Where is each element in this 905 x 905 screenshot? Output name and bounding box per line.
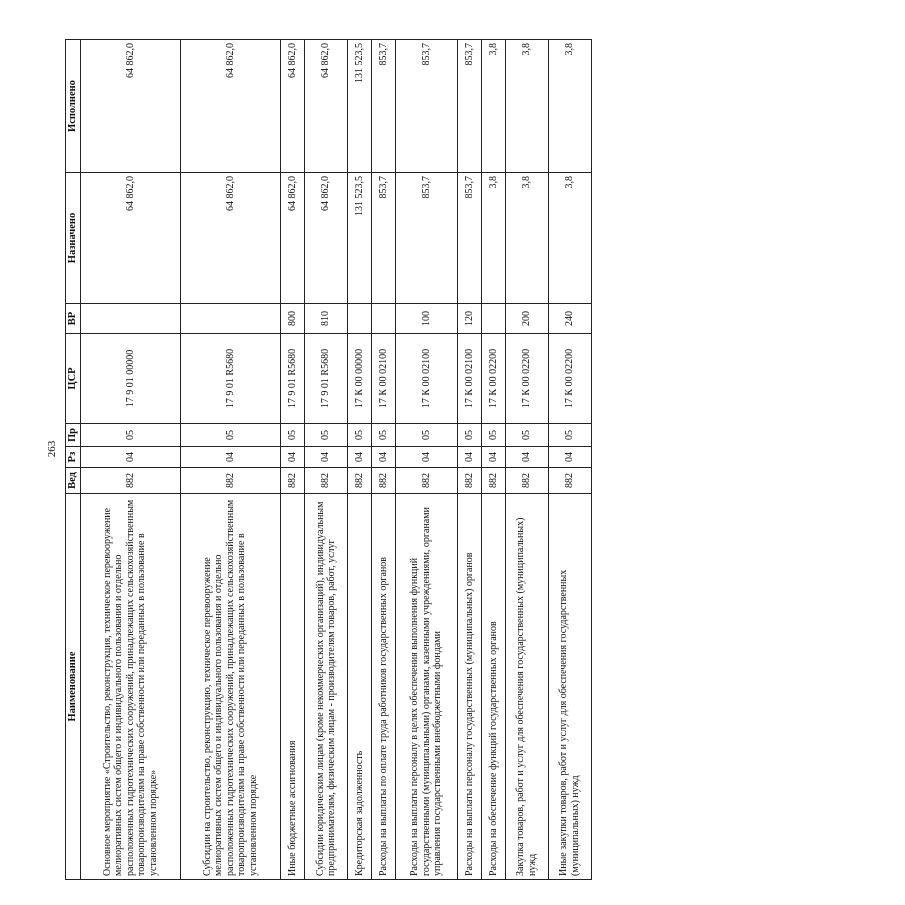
cell-name: Расходы на выплаты по оплате труда работников государственных органов xyxy=(372,494,396,880)
cell-ved: 882 xyxy=(81,468,181,494)
cell-ved: 882 xyxy=(181,468,281,494)
cell-naznacheno: 853,7 xyxy=(372,173,396,304)
table-row xyxy=(396,40,458,880)
cell-ispolneno: 64 862,0 xyxy=(181,40,281,173)
cell-naznacheno: 3,8 xyxy=(548,173,591,304)
cell-ved: 882 xyxy=(458,468,482,494)
cell-pr: 05 xyxy=(481,424,505,447)
cell-vr: 800 xyxy=(281,304,305,334)
cell-vr xyxy=(481,304,505,334)
cell-vr: 240 xyxy=(548,304,591,334)
cell-csr: 17 9 01 R5680 xyxy=(181,334,281,424)
cell-ispolneno: 3,8 xyxy=(505,40,548,173)
cell-csr: 17 К 00 02100 xyxy=(372,334,396,424)
cell-csr: 17 К 00 02200 xyxy=(548,334,591,424)
header-csr: ЦСР xyxy=(66,334,81,424)
cell-ispolneno: 131 523,5 xyxy=(348,40,372,173)
cell-ispolneno: 853,7 xyxy=(396,40,458,173)
cell-naznacheno: 64 862,0 xyxy=(181,173,281,304)
cell-name: Закупка товаров, работ и услуг для обеспечения государственных (муниципальных) нужд xyxy=(505,494,548,880)
cell-ispolneno: 64 862,0 xyxy=(305,40,348,173)
cell-vr xyxy=(81,304,181,334)
table-row xyxy=(348,40,372,880)
cell-pr: 05 xyxy=(305,424,348,447)
cell-name: Субсидии юридическим лицам (кроме некоммерческих организаций), индивидуальным предпринимателям, физическим лицам - производителям товаров, работ, услуг xyxy=(305,494,348,880)
header-pr: Пр xyxy=(66,424,81,447)
cell-naznacheno: 64 862,0 xyxy=(81,173,181,304)
header-ved: Вед xyxy=(66,468,81,494)
header-rz: Рз xyxy=(66,447,81,468)
cell-pr: 05 xyxy=(281,424,305,447)
table-row xyxy=(458,40,482,880)
header-name: Наименование xyxy=(66,494,81,880)
cell-csr: 17 9 01 R5680 xyxy=(281,334,305,424)
cell-naznacheno: 64 862,0 xyxy=(305,173,348,304)
cell-ved: 882 xyxy=(348,468,372,494)
cell-ved: 882 xyxy=(396,468,458,494)
table-row xyxy=(181,40,281,880)
cell-ved: 882 xyxy=(305,468,348,494)
cell-pr: 05 xyxy=(458,424,482,447)
cell-ispolneno: 853,7 xyxy=(372,40,396,173)
cell-naznacheno: 3,8 xyxy=(481,173,505,304)
cell-csr: 17 К 00 02200 xyxy=(505,334,548,424)
cell-rz: 04 xyxy=(372,447,396,468)
cell-name: Иные бюджетные ассигнования xyxy=(281,494,305,880)
cell-name: Расходы на выплаты персоналу государственных (муниципальных) органов xyxy=(458,494,482,880)
cell-ved: 882 xyxy=(481,468,505,494)
cell-rz: 04 xyxy=(181,447,281,468)
cell-ved: 882 xyxy=(505,468,548,494)
cell-vr: 100 xyxy=(396,304,458,334)
cell-name: Основное мероприятие «Строительство, реконструкция, техническое перевооружение мелиоративных систем общего и индивидуального пользования и отдельно расположенных гидротехнических сооружений, принадлежащих сельскохозяйственным товаропроизводителям на праве собственности или переданных в пользование в установленном порядке» xyxy=(81,494,181,880)
cell-csr: 17 К 00 02200 xyxy=(481,334,505,424)
cell-rz: 04 xyxy=(396,447,458,468)
cell-naznacheno: 853,7 xyxy=(458,173,482,304)
cell-csr: 17 9 01 R5680 xyxy=(305,334,348,424)
table-row xyxy=(372,40,396,880)
table-row xyxy=(305,40,348,880)
cell-rz: 04 xyxy=(505,447,548,468)
cell-rz: 04 xyxy=(81,447,181,468)
cell-rz: 04 xyxy=(481,447,505,468)
table-header-row xyxy=(66,40,81,880)
cell-naznacheno: 131 523,5 xyxy=(348,173,372,304)
cell-ispolneno: 64 862,0 xyxy=(281,40,305,173)
cell-ved: 882 xyxy=(372,468,396,494)
cell-rz: 04 xyxy=(305,447,348,468)
cell-ispolneno: 64 862,0 xyxy=(81,40,181,173)
table-row xyxy=(81,40,181,880)
cell-csr: 17 9 01 00000 xyxy=(81,334,181,424)
cell-ispolneno: 853,7 xyxy=(458,40,482,173)
page-number: 263 xyxy=(46,440,58,458)
cell-ved: 882 xyxy=(548,468,591,494)
cell-name: Субсидии на строительство, реконструкцию, техническое перевооружение мелиоративных систем общего и индивидуального пользования и отдельно расположенных гидротехнических сооружений, принадлежащих сельскохозяйственным товаропроизводителям на праве собственности или переданных в пользование в установленном порядке xyxy=(181,494,281,880)
cell-rz: 04 xyxy=(281,447,305,468)
table-row xyxy=(505,40,548,880)
cell-pr: 05 xyxy=(372,424,396,447)
cell-name: Расходы на обеспечение функций государственных органов xyxy=(481,494,505,880)
cell-rz: 04 xyxy=(458,447,482,468)
cell-vr: 810 xyxy=(305,304,348,334)
cell-vr xyxy=(348,304,372,334)
budget-table-container xyxy=(65,40,905,876)
cell-vr xyxy=(372,304,396,334)
cell-csr: 17 К 00 00000 xyxy=(348,334,372,424)
cell-pr: 05 xyxy=(505,424,548,447)
table-row xyxy=(481,40,505,880)
cell-pr: 05 xyxy=(181,424,281,447)
cell-vr: 120 xyxy=(458,304,482,334)
budget-table xyxy=(65,39,592,880)
cell-pr: 05 xyxy=(348,424,372,447)
header-vr: ВР xyxy=(66,304,81,334)
cell-csr: 17 К 00 02100 xyxy=(458,334,482,424)
cell-rz: 04 xyxy=(348,447,372,468)
cell-vr xyxy=(181,304,281,334)
cell-ispolneno: 3,8 xyxy=(548,40,591,173)
cell-rz: 04 xyxy=(548,447,591,468)
cell-vr: 200 xyxy=(505,304,548,334)
cell-naznacheno: 3,8 xyxy=(505,173,548,304)
table-row xyxy=(548,40,591,880)
header-naznacheno: Назначено xyxy=(66,173,81,304)
cell-pr: 05 xyxy=(548,424,591,447)
cell-pr: 05 xyxy=(396,424,458,447)
cell-naznacheno: 853,7 xyxy=(396,173,458,304)
cell-csr: 17 К 00 02100 xyxy=(396,334,458,424)
cell-name: Кредиторская задолженность xyxy=(348,494,372,880)
cell-ispolneno: 3,8 xyxy=(481,40,505,173)
cell-pr: 05 xyxy=(81,424,181,447)
cell-naznacheno: 64 862,0 xyxy=(281,173,305,304)
header-ispolneno: Исполнено xyxy=(66,40,81,173)
cell-name: Иные закупки товаров, работ и услуг для обеспечения государственных (муниципальных) нужд xyxy=(548,494,591,880)
cell-name: Расходы на выплаты персоналу в целях обеспечения выполнения функций государственными (муниципальными) органами, казенными учреждениями, органами управления государственными внебюджетными фондами xyxy=(396,494,458,880)
table-row xyxy=(281,40,305,880)
cell-ved: 882 xyxy=(281,468,305,494)
